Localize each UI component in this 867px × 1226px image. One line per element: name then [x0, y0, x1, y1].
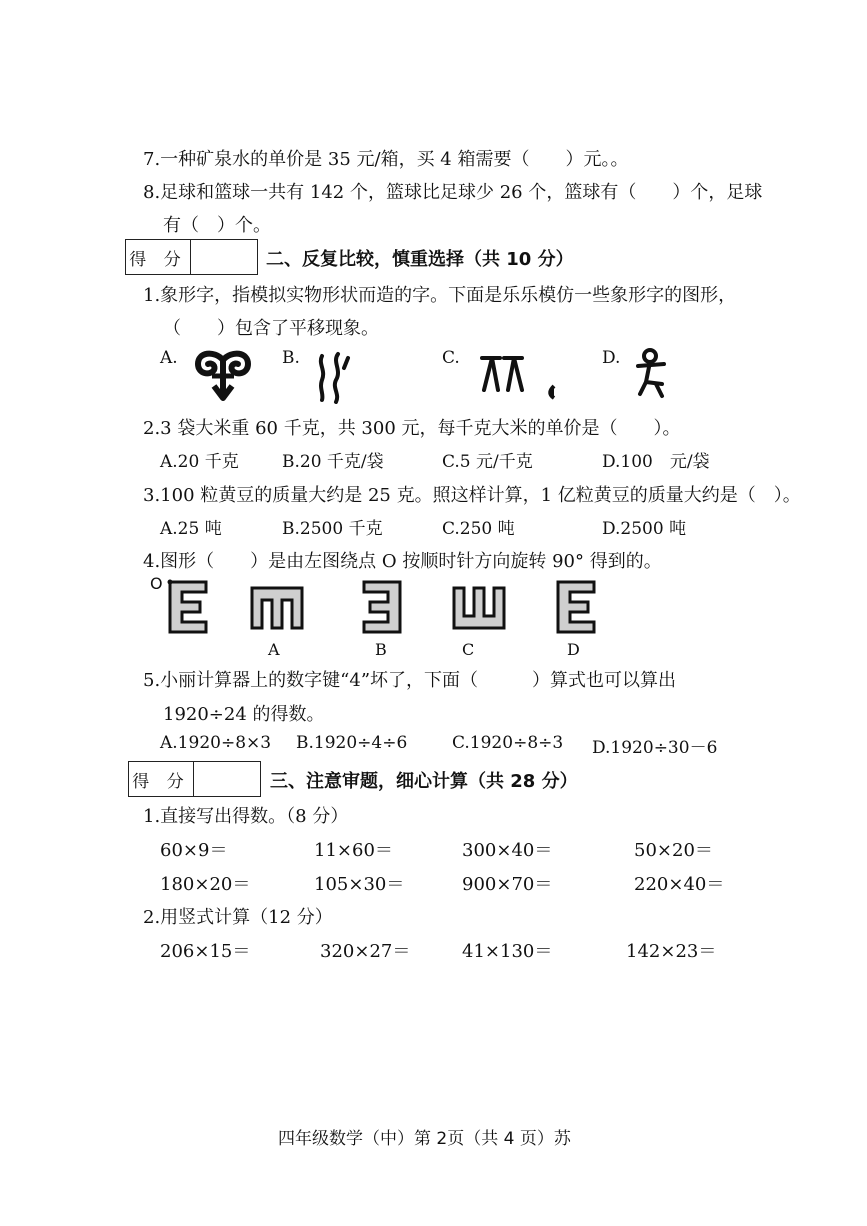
section2-q1-line1: 1.象形字，指模拟实物形状而造的字。下面是乐乐模仿一些象形字的图形， [143, 285, 737, 306]
section2-q3: 3.100 粒黄豆的质量大约是 25 克。照这样计算，1 亿粒黄豆的质量大约是（ ）。 [143, 485, 801, 506]
q2-option-d: D.100 元/袋 [602, 452, 710, 472]
calc-item: 11×60＝ [314, 840, 393, 861]
question-7: 7.一种矿泉水的单价是 35 元/箱，买 4 箱需要（ ）元。。 [143, 149, 629, 170]
q3-option-c: C.250 吨 [442, 519, 515, 539]
section2-q5-line1: 5.小丽计算器上的数字键“4”坏了，下面（ ）算式也可以算出 [143, 670, 677, 691]
shape-label-c: C [462, 640, 475, 659]
score-box-section2 [125, 239, 258, 275]
calc-item: 180×20＝ [160, 874, 251, 895]
section2-q1-line2: （ ）包含了平移现象。 [163, 318, 379, 339]
q1-option-d-label: D. [602, 348, 621, 368]
q2-option-b: B.20 千克/袋 [282, 452, 384, 472]
shape-option-a [248, 584, 306, 632]
section2-q2: 2.3 袋大米重 60 千克，共 300 元，每千克大米的单价是（ ）。 [143, 418, 681, 439]
calc-item: 50×20＝ [634, 840, 713, 861]
shape-option-c [450, 584, 508, 632]
q5-option-d: D.1920÷30－6 [592, 738, 718, 758]
section2-title: 二、反复比较，慎重选择（共 10 分） [266, 249, 574, 270]
q1-option-b-label: B. [282, 348, 300, 368]
score-blank[interactable] [191, 240, 257, 274]
vertical-calc-item: 142×23＝ [626, 941, 717, 962]
q2-option-c: C.5 元/千克 [442, 452, 533, 472]
score-label: 得 分 [126, 240, 191, 274]
calc-item: 300×40＝ [462, 840, 553, 861]
section2-q4: 4.图形（ ）是由左图绕点 O 按顺时针方向旋转 90° 得到的。 [143, 551, 662, 572]
calc-item: 105×30＝ [314, 874, 405, 895]
q2-option-a: A.20 千克 [160, 452, 239, 472]
section2-q5-line2: 1920÷24 的得数。 [163, 704, 325, 725]
shape-label-a: A [268, 640, 280, 659]
q3-option-a: A.25 吨 [160, 519, 222, 539]
point-o-label: O [150, 574, 163, 593]
ram-glyph-icon [192, 348, 254, 402]
shape-option-d [554, 578, 598, 636]
calc-item: 60×9＝ [160, 840, 228, 861]
question-8-line2: 有（ ）个。 [163, 215, 271, 236]
calc-item: 900×70＝ [462, 874, 553, 895]
shape-option-b [360, 578, 404, 636]
vertical-calc-item: 206×15＝ [160, 941, 251, 962]
walk-glyph-icon [478, 350, 568, 404]
q5-option-c: C.1920÷8÷3 [452, 733, 564, 753]
section3-title: 三、注意审题，细心计算（共 28 分） [270, 771, 578, 792]
water-glyph-icon [314, 350, 354, 404]
calc-item: 220×40＝ [634, 874, 725, 895]
question-8-line1: 8.足球和篮球一共有 142 个，篮球比足球少 26 个，篮球有（ ）个，足球 [143, 182, 763, 203]
page-footer: 四年级数学（中）第 2页（共 4 页）苏 [278, 1129, 571, 1149]
shape-label-d: D [567, 640, 580, 659]
vertical-calc-item: 41×130＝ [462, 941, 553, 962]
q3-option-d: D.2500 吨 [602, 519, 687, 539]
section3-q2: 2.用竖式计算（12 分） [143, 907, 333, 928]
figure-glyph-icon [632, 346, 672, 402]
q1-option-a-label: A. [160, 348, 178, 368]
score-box-section3 [128, 761, 261, 797]
q3-option-b: B.2500 千克 [282, 519, 383, 539]
section3-q1: 1.直接写出得数。（8 分） [143, 806, 349, 827]
vertical-calc-item: 320×27＝ [320, 941, 411, 962]
q1-option-c-label: C. [442, 348, 460, 368]
score-label: 得 分 [129, 762, 194, 796]
score-blank[interactable] [194, 762, 260, 796]
shape-e-original [166, 578, 210, 636]
q5-option-a: A.1920÷8×3 [160, 733, 272, 753]
shape-label-b: B [375, 640, 387, 659]
q5-option-b: B.1920÷4÷6 [296, 733, 408, 753]
